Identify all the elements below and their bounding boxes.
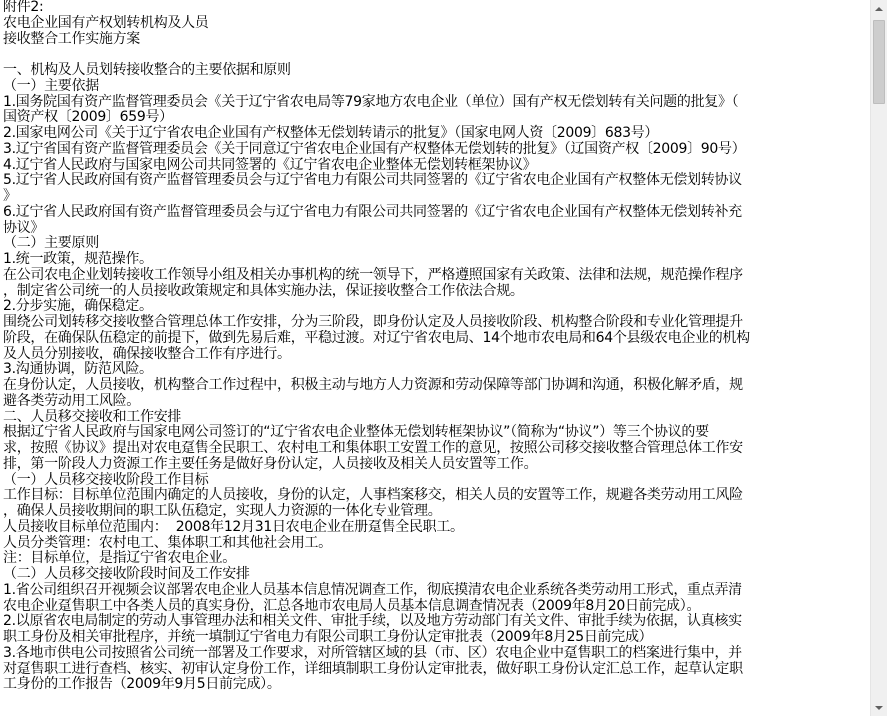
- document-line: 5.辽宁省人民政府国有资产监督管理委员会与辽宁省电力有限公司共同签署的《辽宁省农电企业国有产权整体无偿划转协议: [3, 172, 742, 189]
- scroll-up-arrow-icon: [875, 7, 883, 11]
- document-line: 在公司农电企业划转接收工作领导小组及相关办事机构的统一领导下，严格遵照国家有关政策、法律和法规，规范操作程序: [3, 266, 743, 283]
- document-line: 人员接收目标单位范围内： 2008年12月31日农电企业在册趸售全民职工。: [3, 518, 464, 535]
- document-line: 2.分步实施，确保稳定。: [3, 298, 153, 315]
- document-line: 一、机构及人员划转接收整合的主要依据和原则: [3, 62, 291, 78]
- document-line: 农电企业趸售职工中各类人员的真实身份，汇总各地市农电局人员基本信息调查情况表（2009年8月20日前完成）。: [3, 597, 701, 614]
- document-line: 2.国家电网公司《关于辽宁省农电企业国有产权整体无偿划转请示的批复》（国家电网人资〔2009〕683号）: [3, 125, 659, 141]
- document-line: 国资产权〔2009〕659号）: [3, 109, 173, 126]
- document-line: 避各类劳动用工风险。: [3, 392, 140, 409]
- document-line: ，制定省公司统一的人员接收政策规定和具体实施办法，保证接收整合工作依法合规。: [3, 282, 524, 299]
- document-line: 对趸售职工进行查档、核实、初审认定身份工作，详细填制职工身份认定审批表，做好职工身份认定汇总工作，起草认定职: [3, 660, 743, 677]
- scroll-up-button[interactable]: [871, 0, 887, 17]
- document-line: 根据辽宁省人民政府与国家电网公司签订的“辽宁省农电企业整体无偿划转框架协议”（简称为“协议”）等三个协议的要: [3, 424, 709, 441]
- document-line: 附件2:: [3, 0, 44, 15]
- scroll-down-arrow-icon: [875, 706, 883, 710]
- document-line: 6.辽宁省人民政府国有资产监督管理委员会与辽宁省电力有限公司共同签署的《辽宁省农电企业国有产权整体无偿划转补充: [3, 203, 742, 220]
- document-line: 接收整合工作实施方案: [3, 30, 140, 47]
- document-line: 排，第一阶段人力资源工作主要任务是做好身份认定，人员接收及相关人员安置等工作。: [3, 455, 538, 472]
- document-line: 二、人员移交接收和工作安排: [3, 408, 182, 425]
- document-line: 及人员分别接收，确保接收整合工作有序进行。: [3, 345, 291, 362]
- document-line: 4.辽宁省人民政府与国家电网公司共同签署的《辽宁省农电企业整体无偿划转框架协议》: [3, 156, 537, 173]
- document-line: 围绕公司划转移交接收整合管理总体工作安排，分为三阶段，即身份认定及人员接收阶段、机构整合阶段和专业化管理提升: [3, 314, 743, 330]
- document-line: 1.统一政策，规范操作。: [3, 251, 153, 267]
- document-line: 1.省公司组织召开视频会议部署农电企业人员基本信息情况调查工作，彻底摸清农电企业系统各类劳动用工形式，重点弄清: [3, 581, 742, 598]
- document-line: 3.沟通协调，防范风险。: [3, 361, 153, 378]
- document-line: ，确保人员接收期间的职工队伍稳定，实现人力资源的一体化专业管理。: [3, 503, 442, 519]
- document-line: 工身份的工作报告（2009年9月5日前完成）。: [3, 676, 281, 693]
- document-line: 3.各地市供电公司按照省公司统一部署及工作要求，对所管辖区域的县（市、区）农电企业中趸售职工的档案进行集中，并: [3, 644, 742, 661]
- document-line: 工作目标：目标单位范围内确定的人员接收，身份的认定，人事档案移交，相关人员的安置等工作，规避各类劳动用工风险: [3, 487, 743, 504]
- vertical-scrollbar[interactable]: [870, 0, 887, 716]
- document-line: 人员分类管理：农村电工、集体职工和其他社会用工。: [3, 534, 332, 551]
- document-line: 在身份认定，人员接收，机构整合工作过程中，积极主动与地方人力资源和劳动保障等部门协调和沟通，积极化解矛盾，规: [3, 377, 743, 393]
- document-line: 求，按照《协议》提出对农电趸售全民职工、农村电工和集体职工安置工作的意见，按照公司移交接收整合管理总体工作安: [3, 440, 743, 456]
- document-line: 注：目标单位，是指辽宁省农电企业。: [3, 550, 236, 567]
- document-line: （一）主要依据: [3, 77, 99, 94]
- document-line: 3.辽宁省国有资产监督管理委员会《关于同意辽宁省农电企业国有产权整体无偿划转的批复》（辽国资产权〔2009〕90号）: [3, 140, 746, 157]
- document-line: 1.国务院国有资产监督管理委员会《关于辽宁省农电局等79家地方农电企业（单位）国有产权无偿划转有关问题的批复》（: [3, 93, 739, 110]
- document-line: 》: [3, 188, 17, 204]
- document-line: 协议》: [3, 219, 45, 236]
- scroll-thumb[interactable]: [873, 20, 885, 104]
- document-line: 农电企业国有产权划转机构及人员: [3, 14, 209, 31]
- document-line: 2.以原省农电局制定的劳动人事管理办法和相关文件、审批手续，以及地方劳动部门有关文件、审批手续为依据，认真核实: [3, 613, 742, 630]
- document-line: （二）人员移交接收阶段时间及工作安排: [3, 566, 250, 582]
- document-line: 职工身份及相关审批程序，并统一填制辽宁省电力有限公司职工身份认定审批表（2009年8月25日前完成）: [3, 629, 653, 645]
- document-line: [3, 47, 866, 63]
- document-line: 阶段，在确保队伍稳定的前提下，做到先易后难，平稳过渡。对辽宁省农电局、14个地市农电局和64个县级农电企业的机构: [3, 329, 750, 346]
- scroll-down-button[interactable]: [871, 699, 887, 716]
- document-line: （一）人员移交接收阶段工作目标: [3, 471, 209, 488]
- document-line: （二）主要原则: [3, 235, 99, 252]
